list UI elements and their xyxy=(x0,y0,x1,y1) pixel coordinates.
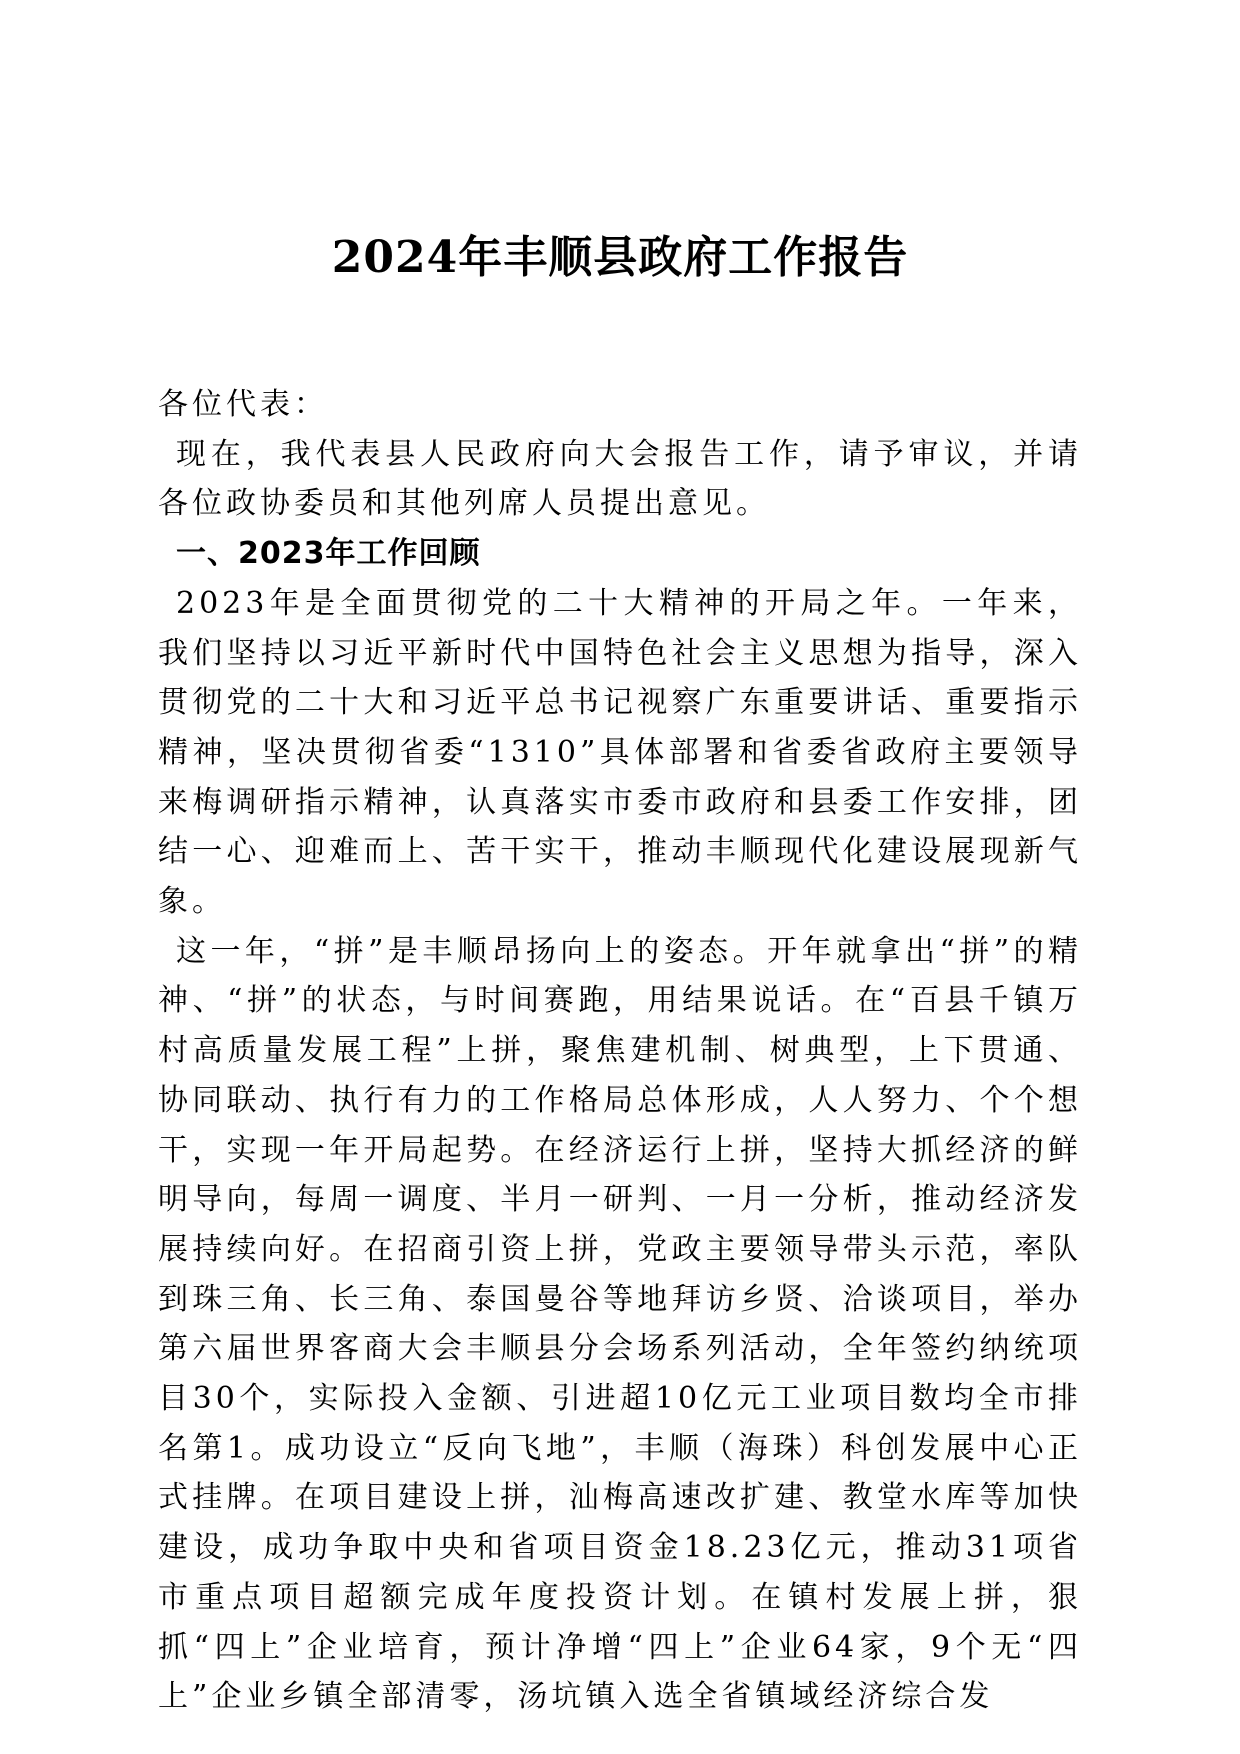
section-heading-review: 一、2023年工作回顾 xyxy=(176,536,481,572)
document-title: 2024年丰顺县政府工作报告 xyxy=(331,232,909,283)
document-body xyxy=(158,380,1082,1722)
body-paragraph-2: 这一年，“拼”是丰顺昂扬向上的姿态。开年就拿出“拼”的精神、“拼”的状态，与时间赛跑，用结果说话。在“百县千镇万村高质量发展工程”上拼，聚焦建机制、树典型，上下贯通、协同联动、执行有力的工作格局总体形成，人人努力、个个想干，实现一年开局起势。在经济运行上拼，坚持大抓经济的鲜明导向，每周一调度、半月一研判、一月一分析，推动经济发展持续向好。在招商引资上拼，党政主要领导带头示范，率队到珠三角、长三角、泰国曼谷等地拜访乡贤、洽谈项目，举办第六届世界客商大会丰顺县分会场系列活动，全年签约纳统项目30个，实际投入金额、引进超10亿元工业项目数均全市排名第1。成功设立“反向飞地”，丰顺（海珠）科创发展中心正式挂牌。在项目建设上拼，汕梅高速改扩建、教堂水库等加快建设，成功争取中央和省项目资金18.23亿元，推动31项省市重点项目超额完成年度投资计划。在镇村发展上拼，狠抓“四上”企业培育，预计净增“四上”企业64家，9个无“四上”企业乡镇全部清零，汤坑镇入选全省镇域经济综合发 xyxy=(158,933,1082,1715)
salutation: 各位代表： xyxy=(158,387,328,422)
body-paragraph-1: 2023年是全面贯彻党的二十大精神的开局之年。一年来，我们坚持以习近平新时代中国特色社会主义思想为指导，深入贯彻党的二十大和习近平总书记视察广东重要讲话、重要指示精神，坚决贯彻省委“1310”具体部署和省委省政府主要领导来梅调研指示精神，认真落实市委市政府和县委工作安排，团结一心、迎难而上、苦干实干，推动丰顺现代化建设展现新气象。 xyxy=(158,585,1082,920)
intro-paragraph: 现在，我代表县人民政府向大会报告工作，请予审议，并请各位政协委员和其他列席人员提出意见。 xyxy=(158,436,1082,522)
